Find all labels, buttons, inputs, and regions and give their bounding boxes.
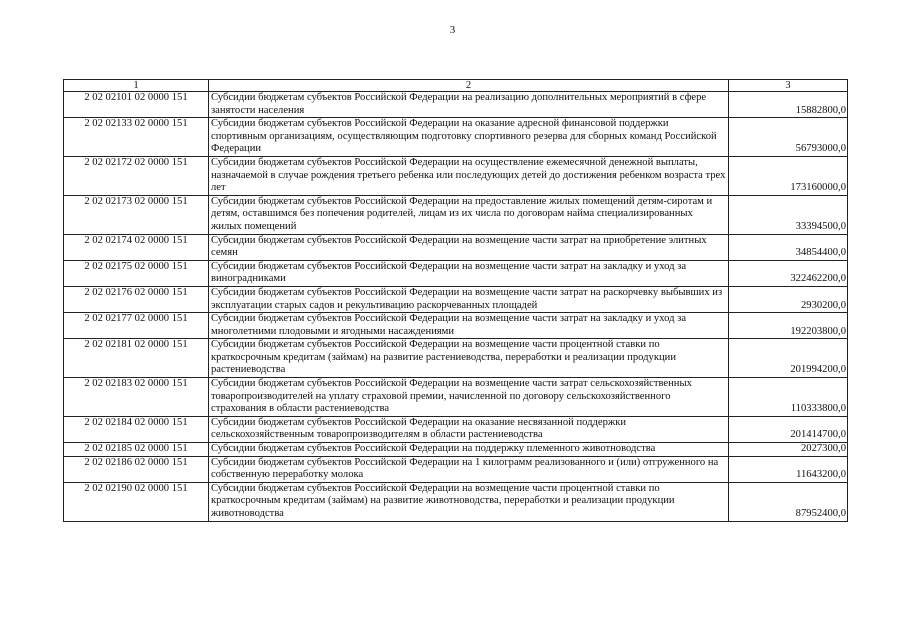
row-amount: 322462200,0 xyxy=(729,260,848,286)
row-amount: 173160000,0 xyxy=(729,156,848,195)
row-description: Субсидии бюджетам субъектов Российской Федерации на возмещение части затрат сельскохозяйственных товаропроизводителей на уплату страховой премии, начисленной по договору сельскохозяйственного страхования в области растениеводства xyxy=(209,378,729,417)
row-code: 2 02 02176 02 0000 151 xyxy=(64,286,209,312)
row-description: Субсидии бюджетам субъектов Российской Федерации на возмещение части процентной ставки по краткосрочным кредитам (займам) на развитие животноводства, переработки и реализации продукции животноводства xyxy=(209,482,729,521)
row-code: 2 02 02177 02 0000 151 xyxy=(64,313,209,339)
row-amount: 11643200,0 xyxy=(729,456,848,482)
row-code: 2 02 02190 02 0000 151 xyxy=(64,482,209,521)
row-description: Субсидии бюджетам субъектов Российской Федерации на 1 килограмм реализованного и (или) отгруженного на собственную переработку молока xyxy=(209,456,729,482)
row-amount: 192203800,0 xyxy=(729,313,848,339)
row-code: 2 02 02175 02 0000 151 xyxy=(64,260,209,286)
row-amount: 34854400,0 xyxy=(729,234,848,260)
row-description: Субсидии бюджетам субъектов Российской Федерации на осуществление ежемесячной денежной выплаты, назначаемой в случае рождения третьего ребенка или последующих детей до достижения ребенком возраста трех лет xyxy=(209,156,729,195)
table-row xyxy=(64,234,848,260)
table-row xyxy=(64,482,848,521)
row-amount: 87952400,0 xyxy=(729,482,848,521)
row-amount: 33394500,0 xyxy=(729,195,848,234)
table-row xyxy=(64,286,848,312)
row-code: 2 02 02174 02 0000 151 xyxy=(64,234,209,260)
header-row xyxy=(64,80,848,92)
budget-table xyxy=(63,79,848,522)
row-amount: 56793000,0 xyxy=(729,118,848,157)
row-amount: 15882800,0 xyxy=(729,92,848,118)
row-code: 2 02 02133 02 0000 151 xyxy=(64,118,209,157)
row-description: Субсидии бюджетам субъектов Российской Федерации на возмещение части процентной ставки по краткосрочным кредитам (займам) на развитие растениеводства, переработки и реализации продукции растениеводства xyxy=(209,339,729,378)
table-row xyxy=(64,118,848,157)
row-description: Субсидии бюджетам субъектов Российской Федерации на поддержку племенного животноводства xyxy=(209,443,729,457)
table-row xyxy=(64,456,848,482)
row-description: Субсидии бюджетам субъектов Российской Федерации на оказание адресной финансовой поддержки спортивным организациям, осуществляющим подготовку спортивного резерва для сборных команд Российской Федерации xyxy=(209,118,729,157)
row-amount: 2027300,0 xyxy=(729,443,848,457)
row-amount: 201994200,0 xyxy=(729,339,848,378)
row-code: 2 02 02186 02 0000 151 xyxy=(64,456,209,482)
header-col-1: 1 xyxy=(64,80,209,92)
row-description: Субсидии бюджетам субъектов Российской Федерации на предоставление жилых помещений детям-сиротам и детям, оставшимся без попечения родителей, лицам из их числа по договорам найма специализированных жилых помещений xyxy=(209,195,729,234)
table-row xyxy=(64,416,848,442)
table-row xyxy=(64,195,848,234)
header-col-3: 3 xyxy=(729,80,848,92)
table-row xyxy=(64,156,848,195)
row-amount: 201414700,0 xyxy=(729,416,848,442)
row-code: 2 02 02181 02 0000 151 xyxy=(64,339,209,378)
page-number: 3 xyxy=(449,24,456,36)
row-amount: 110333800,0 xyxy=(729,378,848,417)
table-row xyxy=(64,443,848,457)
table-row xyxy=(64,339,848,378)
table-row xyxy=(64,313,848,339)
row-code: 2 02 02185 02 0000 151 xyxy=(64,443,209,457)
table-row xyxy=(64,378,848,417)
row-code: 2 02 02184 02 0000 151 xyxy=(64,416,209,442)
header-col-2: 2 xyxy=(209,80,729,92)
row-code: 2 02 02172 02 0000 151 xyxy=(64,156,209,195)
row-description: Субсидии бюджетам субъектов Российской Федерации на возмещение части затрат на приобретение элитных семян xyxy=(209,234,729,260)
row-description: Субсидии бюджетам субъектов Российской Федерации на возмещение части затрат на раскорчевку выбывших из эксплуатации старых садов и рекультивацию раскорчеванных площадей xyxy=(209,286,729,312)
row-amount: 2930200,0 xyxy=(729,286,848,312)
row-description: Субсидии бюджетам субъектов Российской Федерации на возмещение части затрат на закладку и уход за многолетними плодовыми и ягодными насаждениями xyxy=(209,313,729,339)
table-row xyxy=(64,92,848,118)
row-code: 2 02 02173 02 0000 151 xyxy=(64,195,209,234)
table-row xyxy=(64,260,848,286)
row-description: Субсидии бюджетам субъектов Российской Федерации на оказание несвязанной поддержки сельскохозяйственным товаропроизводителям в области растениеводства xyxy=(209,416,729,442)
row-code: 2 02 02101 02 0000 151 xyxy=(64,92,209,118)
row-code: 2 02 02183 02 0000 151 xyxy=(64,378,209,417)
row-description: Субсидии бюджетам субъектов Российской Федерации на реализацию дополнительных мероприятий в сфере занятости населения xyxy=(209,92,729,118)
row-description: Субсидии бюджетам субъектов Российской Федерации на возмещение части затрат на закладку и уход за виноградниками xyxy=(209,260,729,286)
